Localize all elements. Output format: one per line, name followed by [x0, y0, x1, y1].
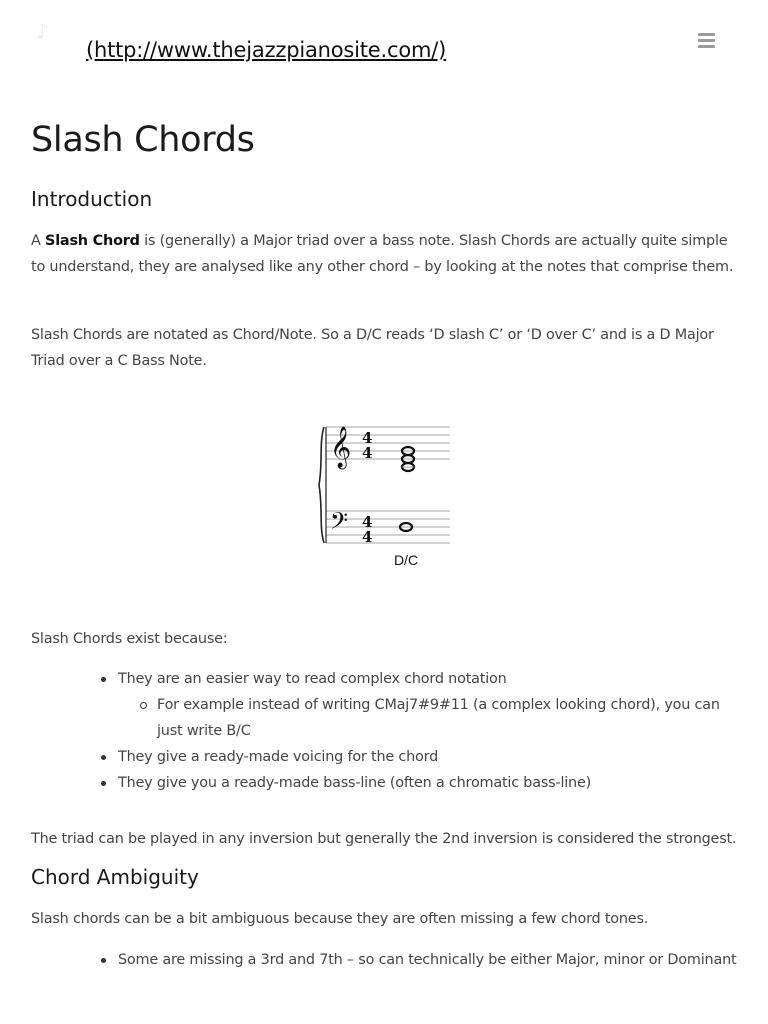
bass-time-bottom: 4	[362, 528, 373, 546]
site-header	[0, 0, 768, 90]
exist-intro: Slash Chords exist because:	[31, 631, 228, 647]
list-item: Some are missing a 3rd and 7th – so can technically be either Major, minor or Dominant	[31, 947, 736, 973]
exist-list	[31, 666, 743, 796]
hamburger-menu-icon[interactable]	[698, 33, 715, 48]
section-heading-chord-ambiguity: Chord Ambiguity	[31, 865, 199, 889]
score-figure	[318, 413, 454, 573]
list-item: They give a ready-made voicing for the chord	[31, 744, 743, 770]
list-item: They are an easier way to read complex chord notation	[31, 666, 743, 692]
chord-symbol-label: D/C	[393, 552, 419, 568]
site-logo[interactable]: ♪	[36, 19, 49, 43]
inversion-note: The triad can be played in any inversion but generally the 2nd inversion is considered the strongest.	[31, 831, 737, 847]
notation-paragraph: Slash Chords are notated as Chord/Note. So a D/C reads ‘D slash C’ or ‘D over C’ and is a D Major Triad over a C Bass Note.	[31, 327, 714, 369]
ambiguity-list	[31, 947, 736, 973]
treble-clef-icon: 𝄞	[330, 427, 352, 468]
ambiguity-paragraph: Slash chords can be a bit ambiguous because they are often missing a few chord tones.	[31, 911, 649, 927]
brace	[319, 427, 324, 543]
list-item-sub: For example instead of writing CMaj7#9#11 (a complex looking chord), you can just write B/C	[31, 692, 743, 744]
site-home-link[interactable]: (http://www.thejazzpianosite.com/)	[86, 38, 447, 62]
treble-time-bottom: 4	[362, 444, 373, 462]
slash-chord-term: Slash Chord	[45, 233, 140, 249]
treble-time-top: 4	[362, 429, 373, 447]
bass-clef-icon: 𝄢	[330, 507, 349, 540]
section-heading-introduction: Introduction	[31, 187, 153, 211]
bass-time-top: 4	[362, 513, 373, 531]
page-title: Slash Chords	[31, 120, 255, 160]
intro-paragraph: A Slash Chord is (generally) a Major triad over a bass note. Slash Chords are actually quite simple to understand, they are analysed like any other chord – by looking at the notes that comprise them.	[31, 233, 734, 275]
list-item: They give you a ready-made bass-line (often a chromatic bass-line)	[31, 770, 743, 796]
